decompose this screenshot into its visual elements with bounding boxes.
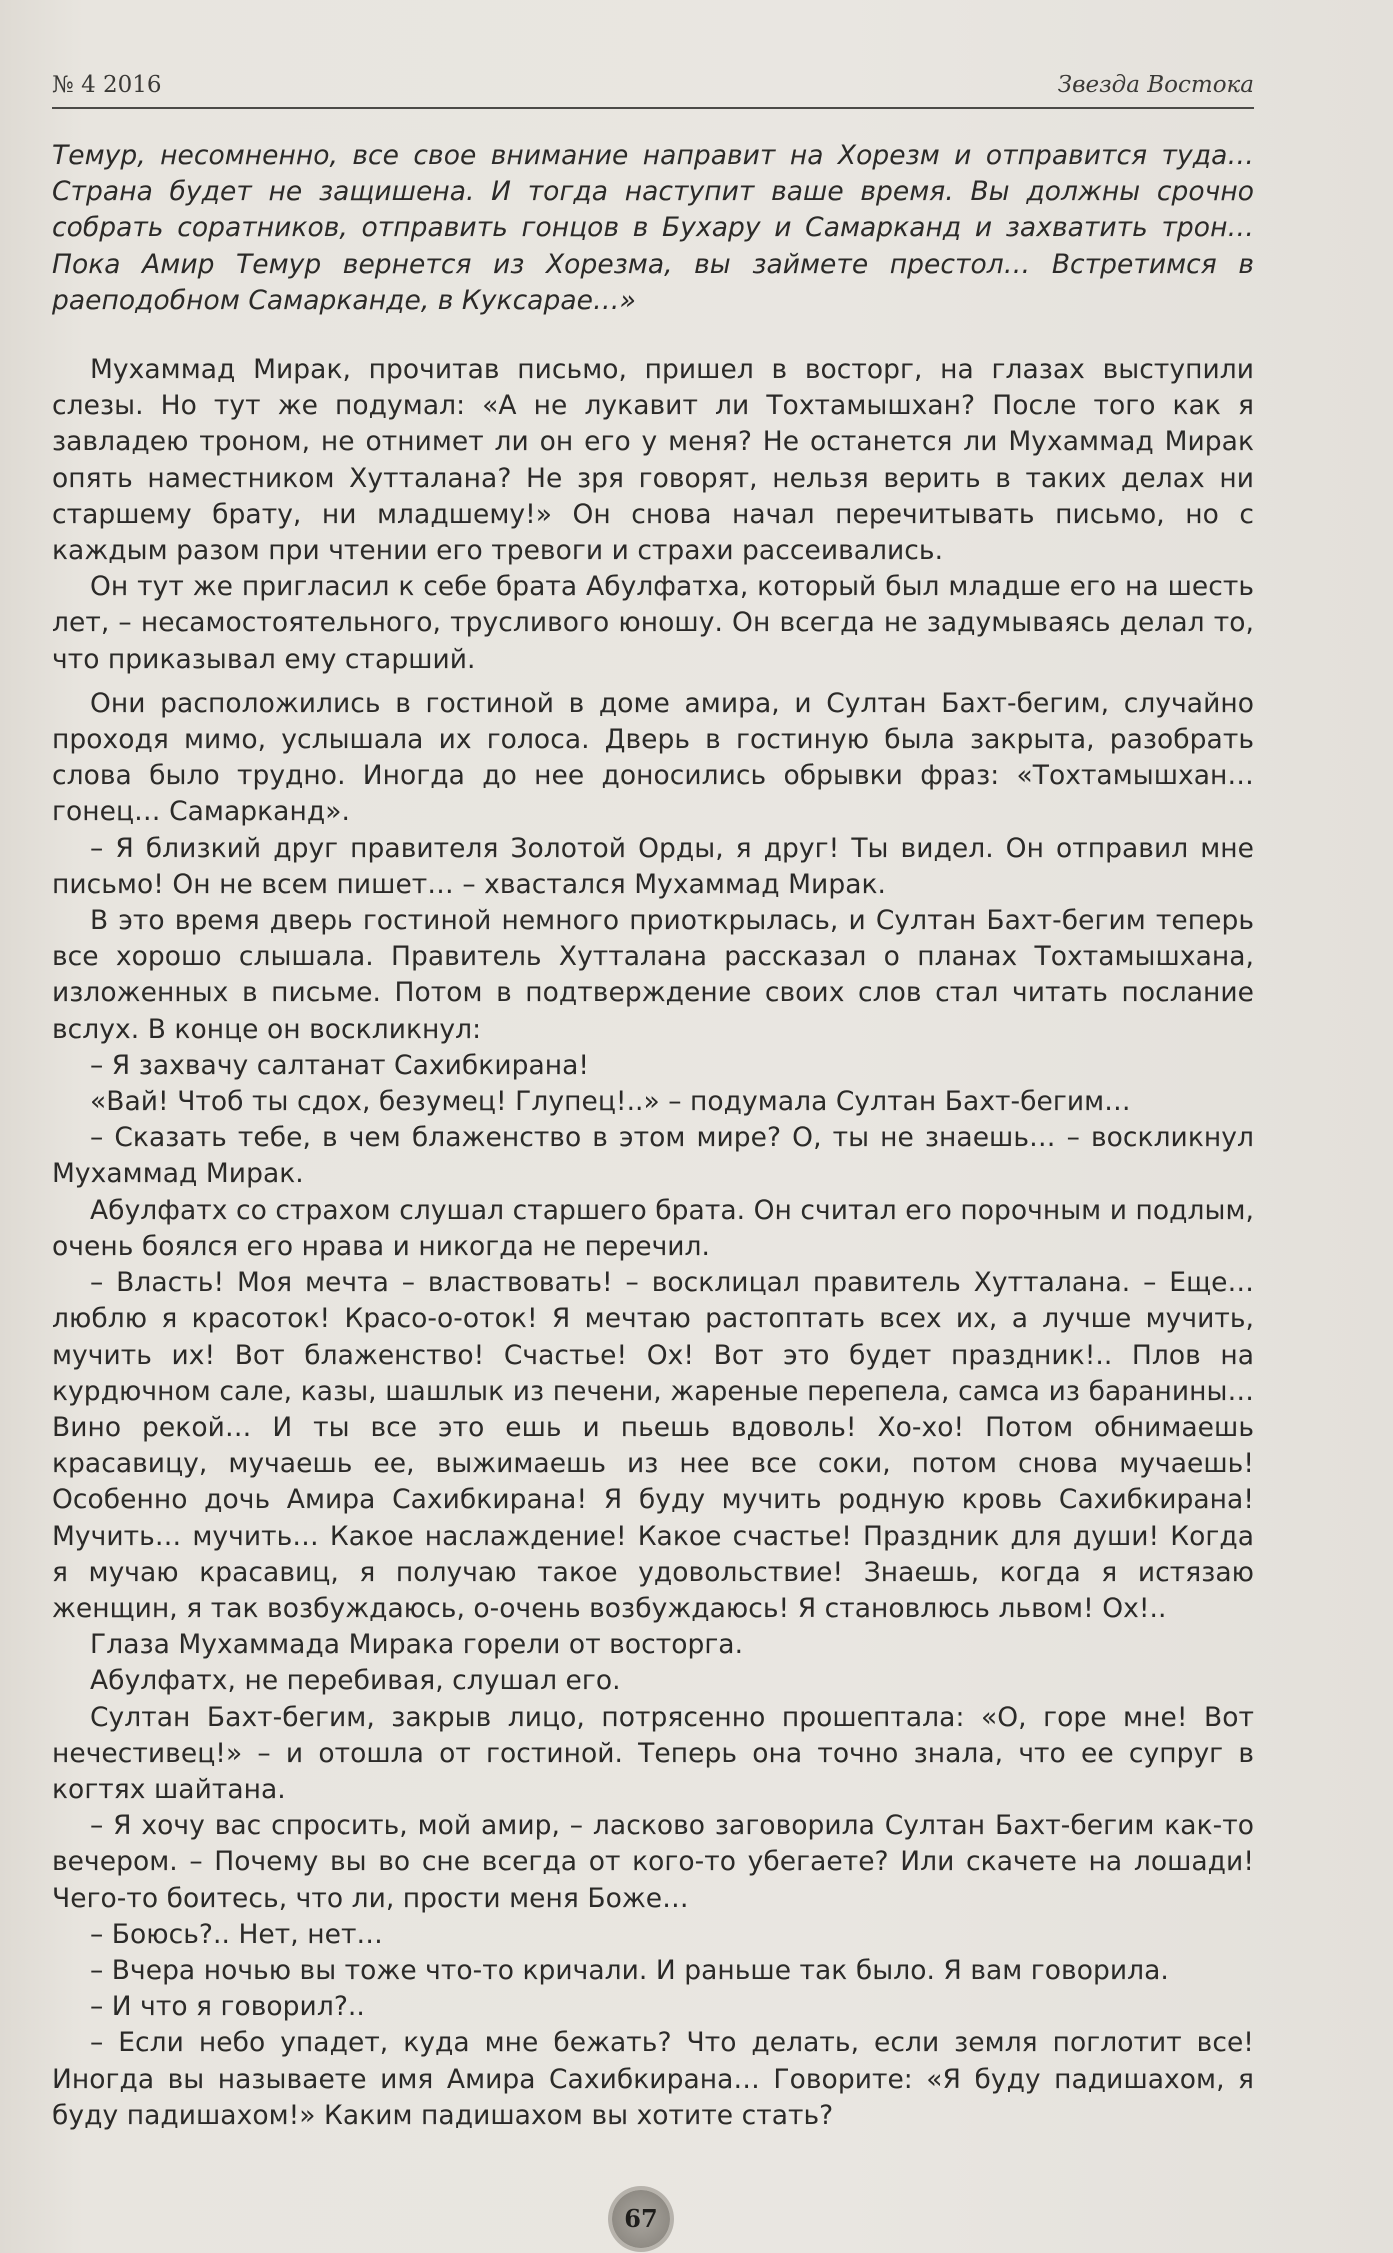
- paragraph: Мухаммад Мирак, прочитав письмо, пришел в восторг, на глазах выступили слезы. Но тут же подумал: «А не лукавит ли Тохтамышхан? После того как я завладею троном, не отнимет ли он его у меня? Не останется ли Мухаммад Мирак опять наместником Хутталана? Не зря говорят, нельзя верить в таких делах ни старшему брату, ни младшему!» Он снова начал перечитывать письмо, но с каждым разом при чтении его тревоги и страхи рассеивались.: [52, 354, 1254, 567]
- body-text: [52, 138, 1254, 2134]
- header-rule: [52, 107, 1254, 109]
- paragraph: – Власть! Моя мечта – властвовать! – восклицал правитель Хутталана. – Еще… люблю я красоток! Красо-о-оток! Я мечтаю растоптать всех их, а лучше мучить, мучить их! Вот блаженство! Счастье! Ох! Вот это будет праздник!.. Плов на курдючном сале, казы, шашлык из печени, жареные перепела, самса из баранины… Вино рекой… И ты все это ешь и пьешь вдоволь! Хо-хо! Потом обнимаешь красавицу, мучаешь ее, выжимаешь из нее все соки, потом снова мучаешь! Особенно дочь Амира Сахибкирана! Я буду мучить родную кровь Сахибкирана! Мучить… мучить… Какое наслаждение! Какое счастье! Праздник для души! Когда я мучаю красавиц, я получаю такое удовольствие! Знаешь, когда я истязаю женщин, я так возбуждаюсь, о-очень возбуждаюсь! Я становлюсь львом! Ох!..: [52, 1267, 1254, 1624]
- paragraph: – Я захвачу салтанат Сахибкирана!: [90, 1049, 590, 1081]
- paragraph: – И что я говорил?..: [90, 1991, 365, 2023]
- issue-label: № 4 2016: [52, 72, 162, 98]
- page-number: 67: [624, 2204, 658, 2233]
- page-number-badge: [612, 2190, 670, 2248]
- paragraph: Они расположились в гостиной в доме амира, и Султан Бахт-бегим, случайно проходя мимо, услышала их голоса. Дверь в гостиную была закрыта, разобрать слова было трудно. Иногда до нее доносились обрывки фраз: «Тохтамышхан… гонец… Самарканд».: [52, 687, 1254, 828]
- paragraph: – Я хочу вас спросить, мой амир, – ласково заговорила Султан Бахт-бегим как-то вечером. – Почему вы во сне всегда от кого-то убегаете? Или скачете на лошади! Чего-то боитесь, что ли, прости меня Боже…: [52, 1810, 1254, 1914]
- paragraph: Глаза Мухаммада Мирака горели от восторга.: [90, 1629, 744, 1661]
- paragraph: В это время дверь гостиной немного приоткрылась, и Султан Бахт-бегим теперь все хорошо слышала. Правитель Хутталана рассказал о планах Тохтамышхана, изложенных в письме. Потом в подтверждение своих слов стал читать послание вслух. В конце он воскликнул:: [52, 905, 1254, 1045]
- paragraph: Темур, несомненно, все свое внимание направит на Хорезм и отправится туда… Страна будет не защишена. И тогда наступит ваше время. Вы должны срочно собрать соратников, отправить гонцов в Бухару и Самарканд и захватить трон… Пока Амир Темур вернется из Хорезма, вы займете престол… Встретимся в раеподобном Самарканде, в Куксарае…»: [52, 140, 1254, 316]
- paragraph: – Боюсь?.. Нет, нет…: [90, 1918, 383, 1950]
- paragraph: «Вай! Чтоб ты сдох, безумец! Глупец!..» – подумала Султан Бахт-бегим…: [90, 1086, 1131, 1118]
- paragraph: – Я близкий друг правителя Золотой Орды, я друг! Ты видел. Он отправил мне письмо! Он не всем пишет… – хвастался Мухаммад Мирак.: [52, 832, 1254, 900]
- journal-title: Звезда Востока: [1057, 72, 1254, 98]
- paragraph: Султан Бахт-бегим, закрыв лицо, потрясенно прошептала: «О, горе мне! Вот нечестивец!» – и отошла от гостиной. Теперь она точно знала, что ее супруг в когтях шайтана.: [52, 1701, 1254, 1805]
- paragraph: Абулфатх со страхом слушал старшего брата. Он считал его порочным и подлым, очень боялся его нрава и никогда не перечил.: [52, 1194, 1254, 1262]
- paragraph: – Сказать тебе, в чем блаженство в этом мире? О, ты не знаешь… – воскликнул Мухаммад Мирак.: [52, 1122, 1254, 1190]
- paragraph: – Если небо упадет, куда мне бежать? Что делать, если земля поглотит все! Иногда вы называете имя Амира Сахибкирана… Говорите: «Я буду падишахом, я буду падишахом!» Каким падишахом вы хотите стать?: [52, 2027, 1254, 2131]
- paragraph: – Вчера ночью вы тоже что-то кричали. И раньше так было. Я вам говорила.: [90, 1954, 1169, 1986]
- paragraph: Абулфатх, не перебивая, слушал его.: [90, 1665, 621, 1697]
- running-header: [52, 72, 1254, 108]
- paragraph: Он тут же пригласил к себе брата Абулфатха, который был младше его на шесть лет, – несамостоятельного, трусливого юношу. Он всегда не задумываясь делал то, что приказывал ему старший.: [52, 571, 1254, 675]
